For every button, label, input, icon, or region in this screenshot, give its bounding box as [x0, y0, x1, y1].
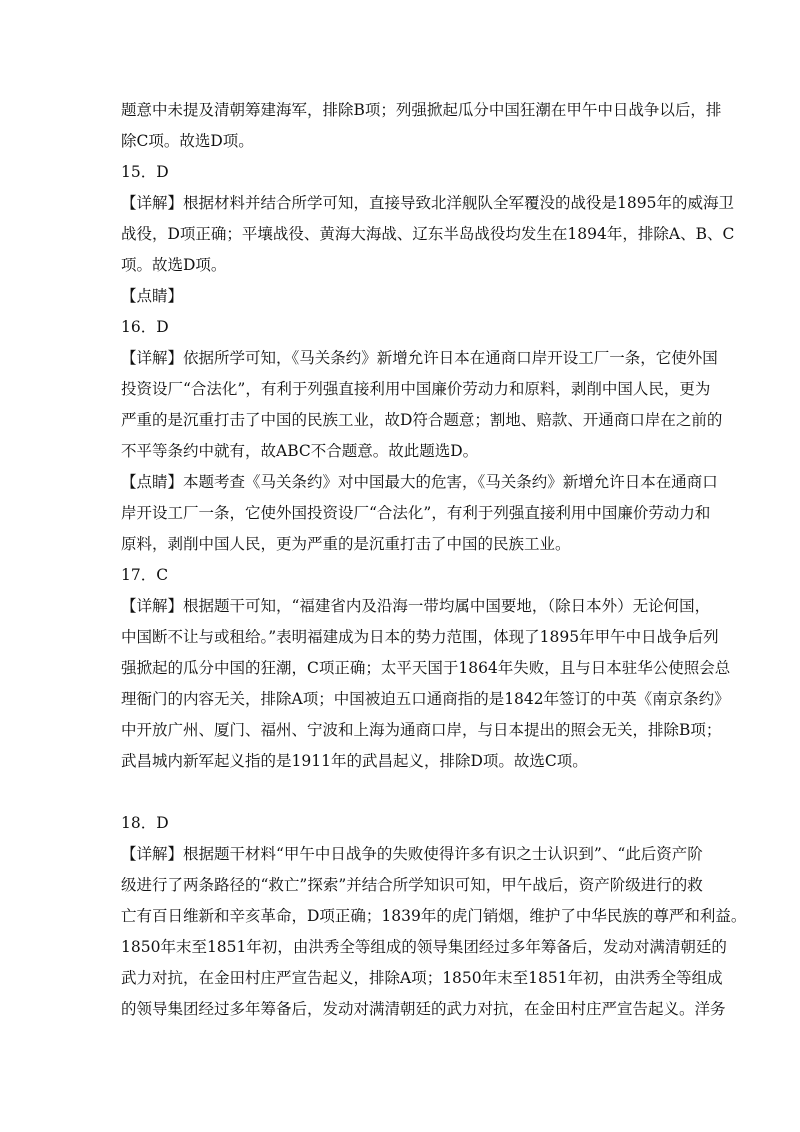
- text-line: 原料，剥削中国人民，更为严重的是沉重打击了中国的民族工业。: [121, 535, 571, 553]
- question-number-16: 16．D: [121, 318, 169, 336]
- text-line: 亡有百日维新和辛亥革命，D项正确；1839年的虎门销烟，维护了中华民族的尊严和利益。: [121, 907, 747, 925]
- text-line: 中国断不让与或租给。”表明福建成为日本的势力范围，体现了1895年甲午中日战争后列: [121, 628, 719, 646]
- text-line: 投资设厂“合法化”，有利于列强直接利用中国廉价劳动力和原料，剥削中国人民，更为: [121, 380, 711, 398]
- question-number-18: 18．D: [121, 814, 169, 832]
- text-line: 级进行了两条路径的“救亡”探索”并结合所学知识可知，甲午战后，资产阶级进行的救: [121, 876, 703, 894]
- text-line: 岸开设工厂一条，它使外国投资设厂“合法化”，有利于列强直接利用中国廉价劳动力和: [121, 504, 711, 522]
- dianjing-label: 【点睛】: [121, 287, 184, 305]
- text-line: 理衙门的内容无关，排除A项；中国被迫五口通商指的是1842年签订的中英《南京条约》: [121, 690, 730, 708]
- text-line: 题意中未提及清朝筹建海军，排除B项；列强掀起瓜分中国狂潮在甲午中日战争以后，排: [121, 101, 722, 119]
- text-line: 严重的是沉重打击了中国的民族工业，故D符合题意；割地、赔款、开通商口岸在之前的: [121, 411, 723, 429]
- text-line: 武昌城内新军起义指的是1911年的武昌起义，排除D项。故选C项。: [121, 752, 588, 770]
- text-line: 项。故选D项。: [121, 256, 227, 274]
- text-line: 强掀起的瓜分中国的狂潮，C项正确；太平天国于1864年失败，且与日本驻华公使照会总: [121, 659, 731, 677]
- text-line: 【详解】根据题干可知，“福建省内及沿海一带均属中国要地，（除日本外）无论何国，: [121, 597, 711, 615]
- question-number-15: 15．D: [121, 163, 169, 181]
- text-line: 不平等条约中就有，故ABC不合题意。故此题选D。: [121, 442, 479, 460]
- text-line: 【详解】根据材料并结合所学可知，直接导致北洋舰队全军覆没的战役是1895年的威海卫: [121, 194, 734, 212]
- answer-explanations: [121, 95, 747, 1025]
- blank-line: [121, 777, 691, 808]
- text-line: 中开放广州、厦门、福州、宁波和上海为通商口岸，与日本提出的照会无关，排除B项；: [121, 721, 722, 739]
- text-line: 【点睛】本题考查《马关条约》对中国最大的危害，《马关条约》新增允许日本在通商口: [121, 473, 718, 491]
- text-line: 武力对抗，在金田村庄严宣告起义，排除A项；1850年末至1851年初，由洪秀全等组成: [121, 969, 723, 987]
- text-line: 1850年末至1851年初，由洪秀全等组成的领导集团经过多年筹备后，发动对满清朝廷的: [121, 938, 727, 956]
- text-line: 【详解】依据所学可知，《马关条约》新增允许日本在通商口岸开设工厂一条，它使外国: [121, 349, 718, 367]
- question-number-17: 17．C: [121, 566, 169, 584]
- text-line: 除C项。故选D项。: [121, 132, 254, 150]
- text-line: 【详解】根据题干材料“甲午中日战争的失败使得许多有识之士认识到”、“此后资产阶: [121, 845, 703, 863]
- text-line: 战役，D项正确；平壤战役、黄海大海战、辽东半岛战役均发生在1894年，排除A、B、C: [121, 225, 735, 243]
- text-line: 的领导集团经过多年筹备后，发动对满清朝廷的武力对抗，在金田村庄严宣告起义。洋务: [121, 1000, 726, 1018]
